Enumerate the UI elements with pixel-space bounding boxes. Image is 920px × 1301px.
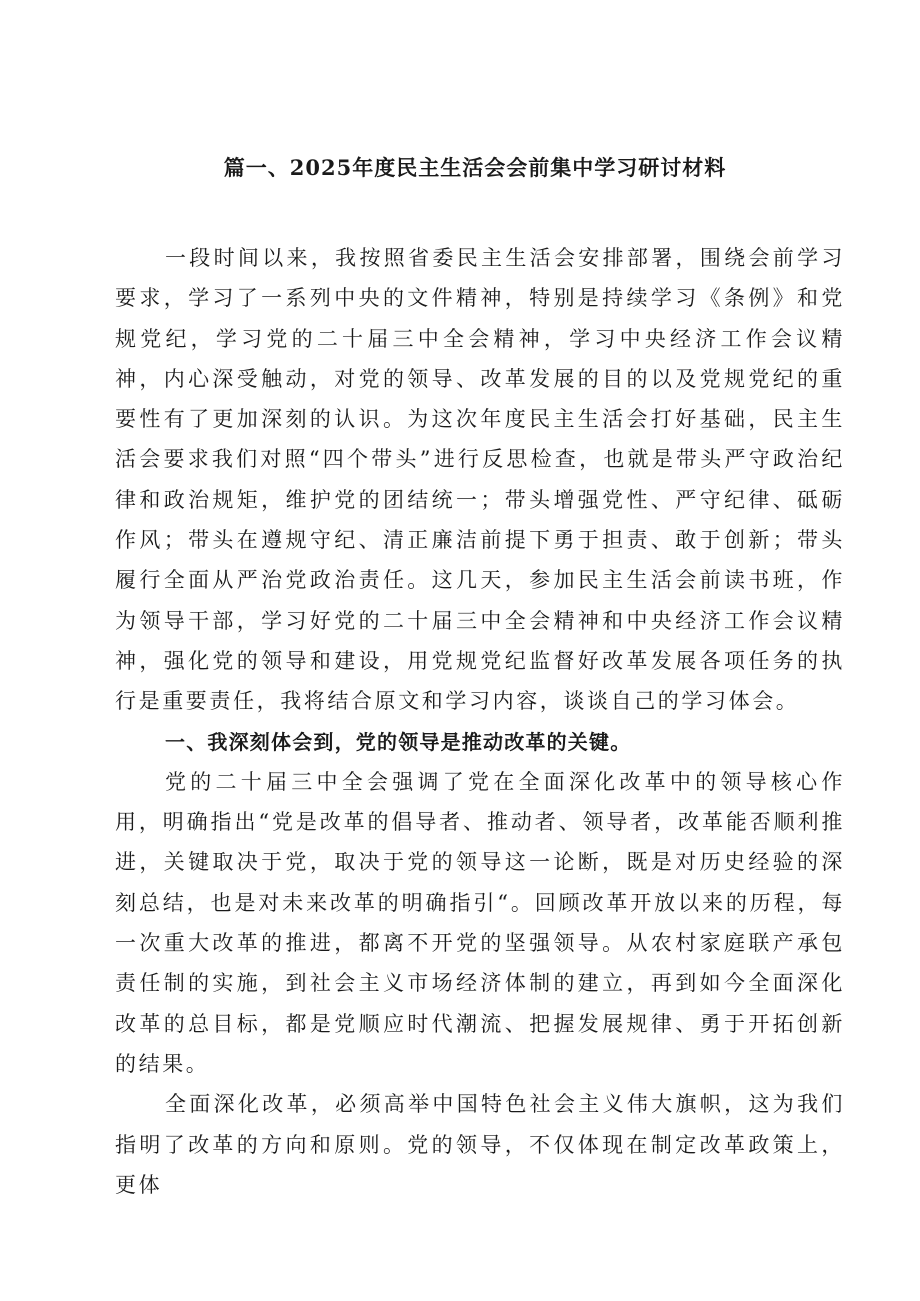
body-paragraph-1: 党的二十届三中全会强调了党在全面深化改革中的领导核心作用，明确指出“党是改革的倡导者、推动者、领导者，改革能否顺利推进，关键取决于党，取决于党的领导这一论断，既是对历史经验的深刻总结，也是对未来改革的明确指引“。回顾改革开放以来的历程，每一次重大改革的推进，都离不开党的坚强领导。从农村家庭联产承包责任制的实施，到社会主义市场经济体制的建立，再到如今全面深化改革的总目标，都是党顺应时代潮流、把握发展规律、勇于开拓创新的结果。 <box>115 769 845 1076</box>
document-body <box>115 238 845 1205</box>
document-title: 篇一、2025年度民主生活会会前集中学习研讨材料 <box>223 155 727 180</box>
section-heading-1: 一、我深刻体会到，党的领导是推动改革的关键。 <box>165 729 632 754</box>
body-paragraph-2: 全面深化改革，必须高举中国特色社会主义伟大旗帜，这为我们指明了改革的方向和原则。党的领导，不仅体现在制定改革政策上，更体 <box>115 1092 845 1197</box>
intro-paragraph: 一段时间以来，我按照省委民主生活会安排部署，围绕会前学习要求，学习了一系列中央的文件精神，特别是持续学习《条例》和党规党纪，学习党的二十届三中全会精神，学习中央经济工作会议精神，内心深受触动，对党的领导、改革发展的目的以及党规党纪的重要性有了更加深刻的认识。为这次年度民主生活会打好基础，民主生活会要求我们对照“四个带头”进行反思检查，也就是带头严守政治纪律和政治规矩，维护党的团结统一；带头增强党性、严守纪律、砥砺作风；带头在遵规守纪、清正廉洁前提下勇于担责、敢于创新；带头履行全面从严治党政治责任。这几天，参加民主生活会前读书班，作为领导干部，学习好党的二十届三中全会精神和中央经济工作会议精神，强化党的领导和建设，用党规党纪监督好改革发展各项任务的执行是重要责任，我将结合原文和学习内容，谈谈自己的学习体会。 <box>115 246 845 714</box>
